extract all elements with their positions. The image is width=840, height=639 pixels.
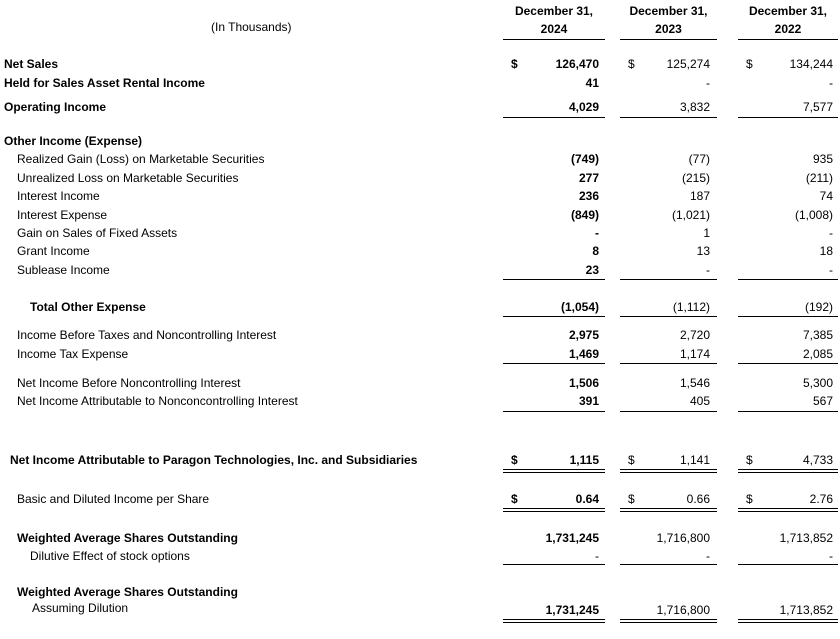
row-label-income-before-taxes: Income Before Taxes and Noncontrolling Interest	[17, 328, 277, 342]
currency-symbol: $	[746, 453, 753, 467]
operating-income-2022: 7,577	[802, 100, 833, 114]
net-income-nci-2022: 567	[812, 394, 833, 408]
currency-symbol: $	[511, 57, 518, 71]
column-header-2022-line1: December 31,	[748, 4, 828, 18]
interest-expense-2023: (1,021)	[671, 208, 710, 222]
net-income-nci-2024: 391	[578, 394, 599, 408]
underline	[620, 363, 717, 364]
income-before-taxes-2022: 7,385	[802, 328, 833, 342]
sublease-income-2024: 23	[585, 263, 599, 277]
underline	[738, 411, 838, 412]
net-sales-2024: 126,470	[555, 57, 599, 71]
weighted-shares-2022: 1,713,852	[779, 531, 833, 545]
currency-symbol: $	[746, 57, 753, 71]
underline	[620, 411, 717, 412]
unrealized-loss-2023: (215)	[681, 171, 710, 185]
underline	[503, 316, 605, 317]
grant-income-2023: 13	[696, 244, 710, 258]
interest-income-2022: 74	[819, 189, 833, 203]
net-income-nci-2023: 405	[689, 394, 710, 408]
column-header-2024-year: 2024	[540, 22, 568, 36]
income-tax-expense-2023: 1,174	[679, 347, 710, 361]
realized-gain-2022: 935	[812, 152, 833, 166]
interest-income-2024: 236	[578, 189, 599, 203]
header-underline	[620, 39, 717, 40]
income-before-taxes-2024: 2,975	[568, 328, 599, 342]
double-underline	[738, 619, 838, 623]
net-income-paragon-2022: 4,733	[802, 453, 833, 467]
net-sales-2022: 134,244	[789, 57, 833, 71]
net-income-paragon-2024: 1,115	[569, 453, 599, 467]
dilutive-effect-2022: -	[829, 549, 833, 563]
column-header-2023-year: 2023	[655, 22, 682, 36]
net-sales-2023: 125,274	[666, 57, 710, 71]
underline	[503, 117, 605, 118]
grant-income-2024: 8	[592, 244, 599, 258]
row-label-held-for-sale: Held for Sales Asset Rental Income	[4, 76, 205, 90]
row-label-total-other-expense: Total Other Expense	[30, 300, 146, 314]
underline	[503, 411, 605, 412]
operating-income-2023: 3,832	[679, 100, 710, 114]
held-for-sale-2023: -	[706, 76, 710, 90]
gain-fixed-assets-2022: -	[829, 226, 833, 240]
eps-2024: 0.64	[575, 492, 599, 506]
row-label-income-tax-expense: Income Tax Expense	[17, 347, 129, 361]
eps-2023: 0.66	[686, 492, 710, 506]
eps-2022: 2.76	[809, 492, 833, 506]
row-label-net-income-before-nci: Net Income Before Noncontrolling Interest	[17, 376, 241, 390]
double-underline	[620, 508, 717, 512]
unrealized-loss-2022: (211)	[805, 171, 833, 185]
held-for-sale-2022: -	[829, 76, 833, 90]
double-underline	[738, 508, 838, 512]
net-income-before-nci-2022: 5,300	[802, 376, 833, 390]
held-for-sale-2024: 41	[585, 76, 599, 90]
header-underline	[738, 39, 838, 40]
double-underline	[620, 469, 717, 473]
row-label-interest-income: Interest Income	[17, 189, 100, 203]
currency-symbol: $	[628, 453, 635, 467]
underline	[503, 564, 605, 565]
row-label-eps: Basic and Diluted Income per Share	[17, 492, 210, 506]
row-label-weighted-shares: Weighted Average Shares Outstanding	[17, 531, 238, 545]
income-tax-expense-2022: 2,085	[802, 347, 833, 361]
realized-gain-2024: (749)	[570, 152, 599, 166]
row-label-operating-income: Operating Income	[4, 100, 107, 114]
interest-income-2023: 187	[689, 189, 710, 203]
underline	[738, 117, 838, 118]
column-header-2023-line1: December 31,	[629, 4, 708, 18]
weighted-shares-2024: 1,731,245	[545, 531, 599, 545]
section-header-other-income: Other Income (Expense)	[4, 134, 143, 148]
weighted-shares-diluted-2023: 1,716,800	[656, 603, 710, 617]
income-before-taxes-2023: 2,720	[679, 328, 710, 342]
underline	[620, 117, 717, 118]
underline	[738, 279, 838, 280]
double-underline	[620, 619, 717, 623]
row-label-grant-income: Grant Income	[17, 244, 90, 258]
underline	[738, 363, 838, 364]
underline	[503, 279, 605, 280]
net-income-before-nci-2023: 1,546	[679, 376, 710, 390]
double-underline	[503, 469, 605, 473]
underline	[620, 564, 717, 565]
header-underline	[503, 39, 605, 40]
row-label-net-income-paragon: Net Income Attributable to Paragon Technologies, Inc. and Subsidiaries	[10, 453, 418, 467]
row-label-net-sales: Net Sales	[4, 57, 59, 71]
row-label-unrealized-loss: Unrealized Loss on Marketable Securities	[17, 171, 239, 185]
realized-gain-2023: (77)	[688, 152, 710, 166]
gain-fixed-assets-2024: -	[595, 226, 599, 240]
double-underline	[503, 508, 605, 512]
total-other-expense-2022: (192)	[804, 300, 833, 314]
total-other-expense-2023: (1,112)	[672, 300, 710, 314]
gain-fixed-assets-2023: 1	[703, 226, 710, 240]
operating-income-2024: 4,029	[568, 100, 599, 114]
grant-income-2022: 18	[819, 244, 833, 258]
units-label: (In Thousands)	[211, 20, 292, 34]
underline	[620, 316, 717, 317]
dilutive-effect-2024: -	[595, 549, 599, 563]
weighted-shares-2023: 1,716,800	[656, 531, 710, 545]
sublease-income-2023: -	[706, 263, 710, 277]
underline	[620, 279, 717, 280]
double-underline	[503, 619, 605, 623]
row-label-dilutive-effect: Dilutive Effect of stock options	[30, 549, 190, 563]
double-underline	[738, 469, 838, 473]
currency-symbol: $	[511, 453, 518, 467]
currency-symbol: $	[628, 492, 635, 506]
income-tax-expense-2024: 1,469	[568, 347, 599, 361]
underline	[503, 363, 605, 364]
unrealized-loss-2024: 277	[578, 171, 599, 185]
row-label-net-income-nci: Net Income Attributable to Nonconcontrolling Interest	[17, 394, 298, 408]
total-other-expense-2024: (1,054)	[560, 300, 599, 314]
interest-expense-2024: (849)	[570, 208, 599, 222]
row-label-gain-fixed-assets: Gain on Sales of Fixed Assets	[17, 226, 178, 240]
interest-expense-2022: (1,008)	[794, 208, 833, 222]
row-label-sublease-income: Sublease Income	[17, 263, 110, 277]
underline	[738, 564, 838, 565]
column-header-2022-year: 2022	[774, 22, 802, 36]
currency-symbol: $	[628, 57, 635, 71]
row-label-realized-gain: Realized Gain (Loss) on Marketable Securities	[17, 152, 265, 166]
weighted-shares-diluted-2024: 1,731,245	[545, 603, 599, 617]
dilutive-effect-2023: -	[706, 549, 710, 563]
currency-symbol: $	[511, 492, 518, 506]
net-income-paragon-2023: 1,141	[679, 453, 710, 467]
underline	[738, 316, 838, 317]
weighted-shares-diluted-2022: 1,713,852	[779, 603, 833, 617]
row-sublabel-assuming-dilution: Assuming Dilution	[32, 601, 129, 615]
row-label-weighted-shares-diluted: Weighted Average Shares Outstanding	[17, 585, 238, 599]
column-header-2024-line1: December 31,	[514, 4, 594, 18]
sublease-income-2022: -	[829, 263, 833, 277]
net-income-before-nci-2024: 1,506	[568, 376, 599, 390]
row-label-interest-expense: Interest Expense	[17, 208, 108, 222]
currency-symbol: $	[746, 492, 753, 506]
